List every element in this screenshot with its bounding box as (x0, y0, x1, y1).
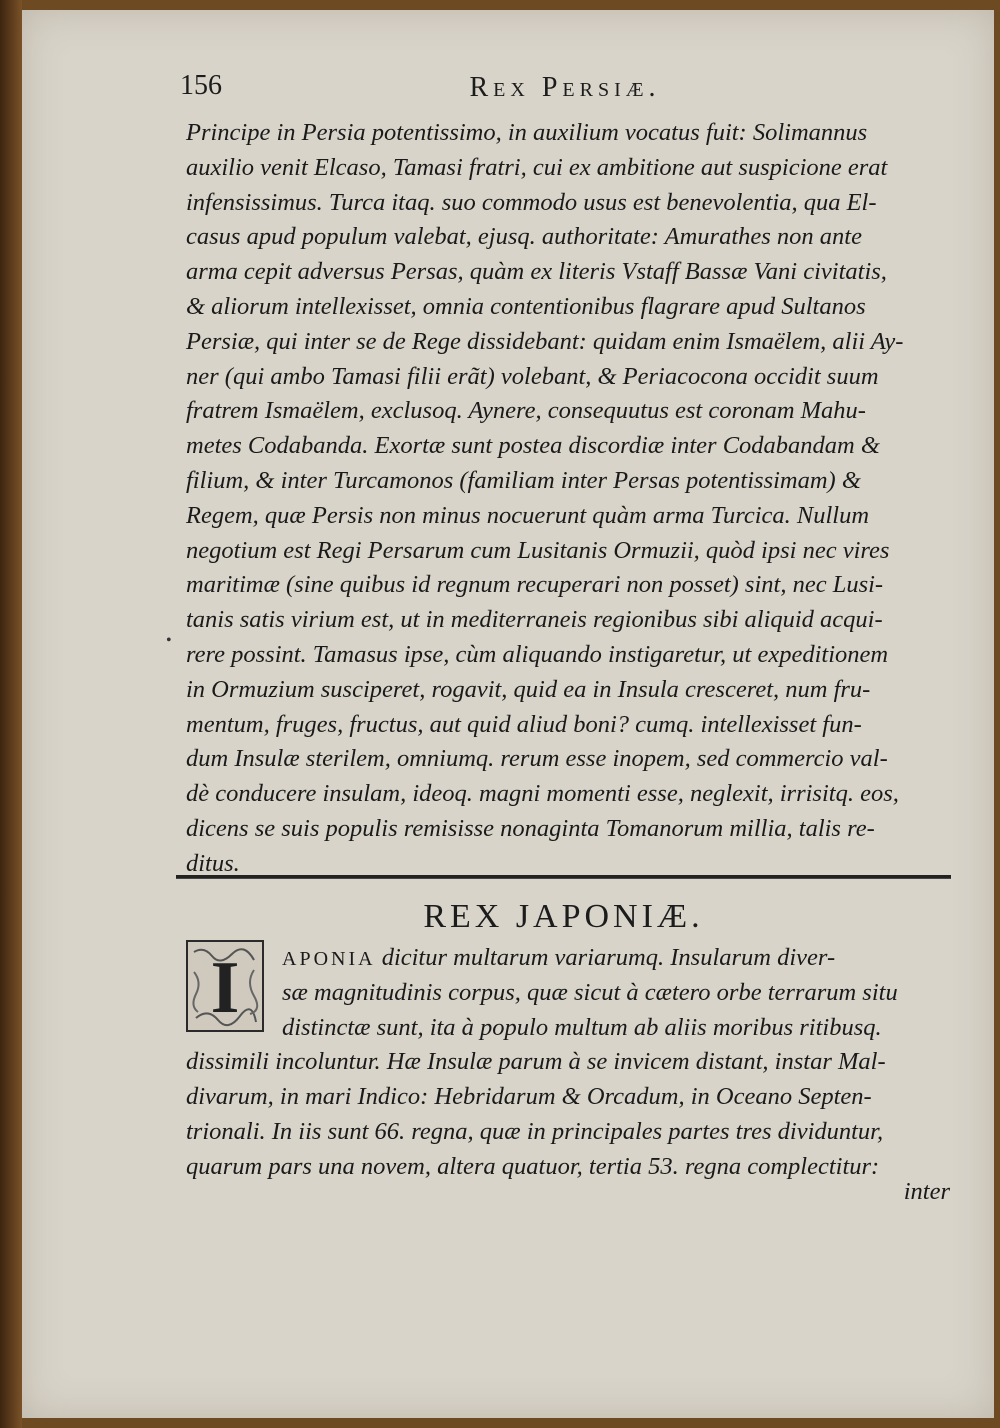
text-line: dissimili incoluntur. Hæ Insulæ parum à se invicem distant, instar Mal- (186, 1048, 886, 1076)
text-line: dum Insulæ sterilem, omniumq. rerum esse inopem, sed commercio val- (186, 745, 888, 773)
text-line: filium, & inter Turcamonos (familiam inter Persas potentissimam) & (186, 466, 861, 494)
text-line: sæ magnitudinis corpus, quæ sicut à cætero orbe terrarum situ (282, 978, 898, 1006)
page-number: 156 (180, 70, 222, 101)
text-line: ditus. (186, 849, 240, 877)
running-title: Rex Persiæ. (469, 72, 661, 103)
text-line: auxilio venit Elcaso, Tamasi fratri, cui ex ambitione aut suspicione erat (186, 153, 888, 181)
text-line: Principe in Persia potentissimo, in auxilium vocatus fuit: Solimannus (186, 119, 868, 146)
text-line: quarum pars una novem, altera quatuor, tertia 53. regna complectitur: (186, 1152, 880, 1180)
section-text-block (186, 940, 956, 1184)
text-line: tanis satis virium est, ut in mediterraneis regionibus sibi aliquid acqui- (186, 606, 883, 634)
text-line: ner (qui ambo Tamasi filii erãt) volebant, & Periacocona occidit suum (186, 362, 879, 390)
text-line: mentum, fruges, fructus, aut quid aliud boni? cumq. intellexisset fun- (186, 710, 862, 738)
text-line: dicens se suis populis remisisse nonaginta Tomanorum millia, talis re- (186, 814, 875, 842)
section-divider (176, 875, 951, 879)
text-line: arma cepit adversus Persas, quàm ex literis Vstaff Bassæ Vani civitatis, (186, 258, 887, 286)
text-line: negotium est Regi Persarum cum Lusitanis Ormuzii, quòd ipsi nec vires (186, 536, 890, 564)
text-line: trionali. In iis sunt 66. regna, quæ in principales partes tres dividuntur, (186, 1117, 884, 1145)
section-title: REX JAPONIÆ. (423, 898, 704, 935)
initial-letter: I (210, 947, 240, 1029)
text-line: in Ormuzium susciperet, rogavit, quid ea in Insula cresceret, num fru- (186, 675, 871, 703)
text-line: fratrem Ismaëlem, exclusoq. Aynere, consequutus est coronam Mahu- (186, 397, 866, 425)
text-line-rest: dicitur multarum variarumq. Insularum diver- (381, 944, 836, 971)
catchword: inter (903, 1178, 950, 1205)
text-line: & aliorum intellexisset, omnia contentionibus flagrare apud Sultanos (186, 292, 866, 320)
text-line: infensissimus. Turca itaq. suo commodo usus est benevolentia, qua El- (186, 188, 877, 216)
book-binding-edge (0, 0, 22, 1428)
text-line: Regem, quæ Persis non minus nocuerunt quàm arma Turcica. Nullum (186, 501, 870, 529)
text-line: dè conducere insulam, ideoq. magni momenti esse, neglexit, irrisitq. eos, (186, 780, 899, 808)
text-line: metes Codabanda. Exortæ sunt postea discordiæ inter Codabandam & (186, 432, 880, 460)
main-text-block (186, 116, 956, 882)
page-header (180, 70, 950, 110)
text-line (186, 940, 956, 975)
margin-mark: • (166, 632, 172, 649)
text-line: divarum, in mari Indico: Hebridarum & Orcadum, in Oceano Septen- (186, 1083, 872, 1111)
text-line: maritimæ (sine quibus id regnum recuperari non posset) sint, nec Lusi- (186, 571, 884, 599)
text-line: casus apud populum valebat, ejusq. authoritate: Amurathes non ante (186, 223, 862, 251)
lead-word: APONIA (282, 948, 376, 970)
text-line: rere possint. Tamasus ipse, cùm aliquando instigaretur, ut expeditionem (186, 640, 889, 668)
text-line: distinctæ sunt, ita à populo multum ab aliis moribus ritibusq. (282, 1013, 882, 1041)
text-line: Persiæ, qui inter se de Rege dissidebant: quidam enim Ismaëlem, alii Ay- (186, 327, 904, 355)
